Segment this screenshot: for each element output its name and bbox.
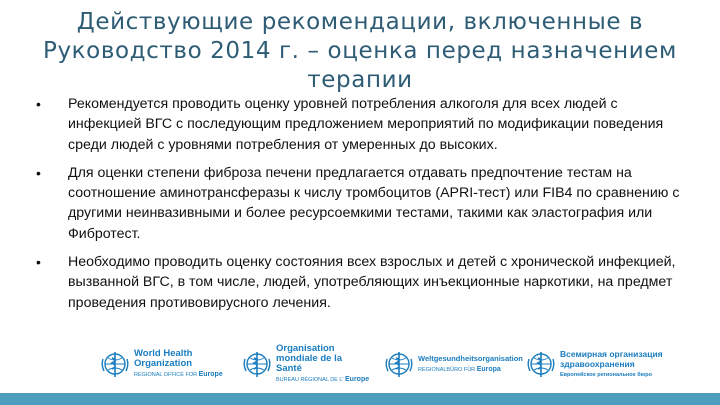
bullet-text: Рекомендуется проводить оценку уровней потребления алкоголя для всех людей с инфекцией ВГС с последующим предложением мероприятий по модификации поведения среди людей с уровнями потребления от умеренных до высоких. bbox=[68, 96, 664, 153]
logo-name: Organisation mondiale de la Santé bbox=[276, 343, 342, 374]
bullet-text: Для оценки степени фиброза печени предлагается отдавать предпочтение тестам на соотношение аминотрансферазы к числу тромбоцитов (APRI-тест) или FIB4 по сравнению с другими неинвазивными и более ресурсоемкими тестами, такими как эластография или Фибротест. bbox=[68, 164, 680, 242]
logo-region: Europe bbox=[198, 371, 223, 378]
logo-region-prefix: REGIONAL OFFICE FOR bbox=[134, 372, 198, 378]
logo-region: Европейское региональное бюро bbox=[560, 372, 653, 378]
logo-name: World Health Organization bbox=[134, 348, 193, 369]
bullet-item bbox=[36, 163, 686, 244]
bullet-item bbox=[36, 252, 686, 313]
who-logo-english bbox=[100, 348, 223, 379]
bullet-marker: • bbox=[36, 254, 41, 271]
bullet-marker: • bbox=[36, 164, 41, 181]
logo-region: Europe bbox=[345, 376, 370, 383]
slide-title: Действующие рекомендации, включенные в Руководство 2014 г. – оценка перед назначением терапии bbox=[43, 9, 677, 93]
who-emblem-icon bbox=[242, 349, 272, 379]
who-logo-german bbox=[384, 349, 523, 379]
logo-region-prefix: BUREAU RÉGIONAL DE L' bbox=[276, 377, 344, 383]
logo-region-prefix: REGIONALBÜRO FÜR bbox=[418, 367, 476, 373]
bullet-text: Необходимо проводить оценку состояния всех взрослых и детей с хронической инфекцией, вызванной ВГС, в том числе, людей, употребляющих инъекционные наркотики, на предмет проведения противовирусного лечения. bbox=[68, 254, 676, 311]
who-logo-french bbox=[242, 343, 370, 384]
bullet-item bbox=[36, 94, 686, 155]
footer-bar bbox=[0, 393, 720, 405]
bullet-list bbox=[36, 94, 686, 321]
logo-name: Всемирная организация здравоохранения bbox=[560, 349, 663, 369]
logo-region: Europa bbox=[476, 366, 501, 373]
who-emblem-icon bbox=[526, 349, 556, 379]
logo-name: Weltgesundheitsorganisation bbox=[418, 354, 523, 363]
bullet-marker: • bbox=[36, 96, 41, 112]
who-emblem-icon bbox=[100, 349, 130, 379]
who-logo-russian bbox=[526, 349, 666, 379]
logo-strip bbox=[100, 342, 700, 386]
who-emblem-icon bbox=[384, 349, 414, 379]
